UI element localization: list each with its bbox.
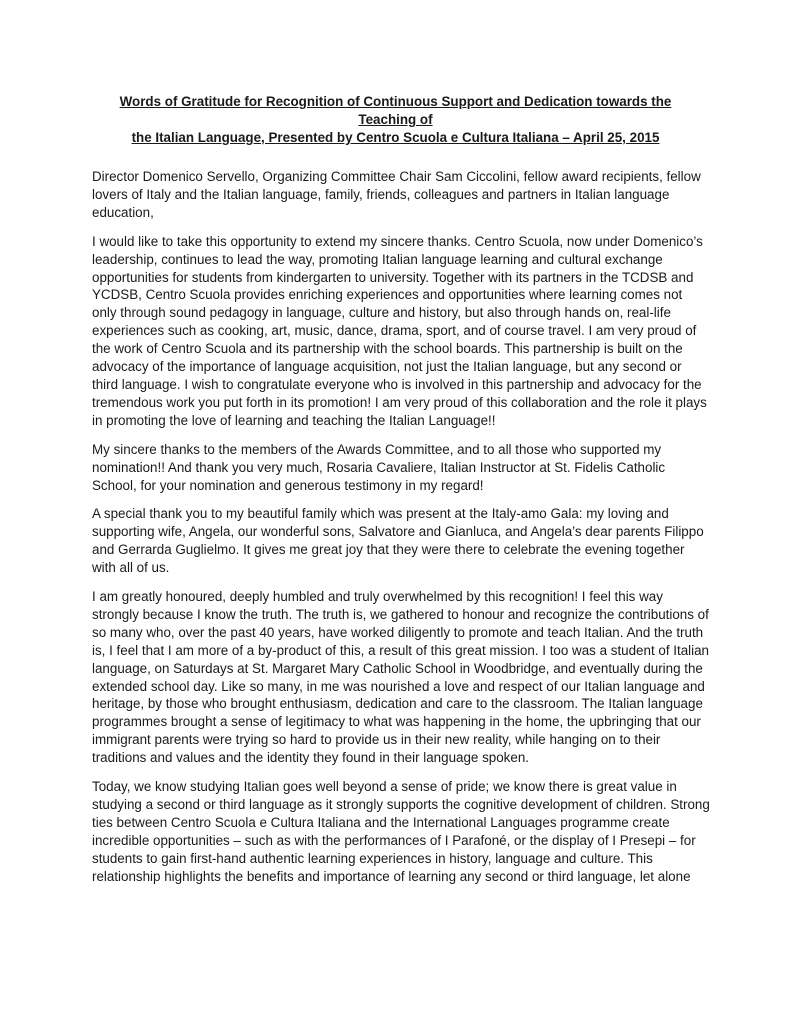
document-title [92, 93, 699, 147]
paragraph-honoured: I am greatly honoured, deeply humbled and truly overwhelmed by this recognition! I feel this way strongly because I know the truth. The truth is, we gathered to honour and recognize the contributions of so many who, over the past 40 years, have worked diligently to promote and teach Italian. And the truth is, I feel that I am more of a by-product of this, a result of this great mission. I too was a student of Italian language, on Saturdays at St. Margaret Mary Catholic School in Woodbridge, and eventually during the extended school day. Like so many, in me was nourished a love and respect of our Italian language and heritage, by those who brought enthusiasm, dedication and care to the classroom. The Italian language programmes brought a sense of legitimacy to what was happening in the home, the upbringing that our immigrant parents were trying so hard to provide us in their new reality, while hanging on to their traditions and values and the identity they found in their language spoken. [92, 589, 710, 766]
document-body [92, 168, 710, 897]
title-line-2: the Italian Language, Presented by Centro Scuola e Cultura Italiana – April 25, 2015 [131, 130, 660, 145]
paragraph-awards-committee: My sincere thanks to the members of the Awards Committee, and to all those who supported my nomination!! And thank you very much, Rosaria Cavaliere, Italian Instructor at St. Fidelis Catholic School, for your nomination and generous testimony in my regard! [92, 441, 666, 493]
paragraph-thanks-centro-scuola: I would like to take this opportunity to extend my sincere thanks. Centro Scuola, now under Domenico’s leadership, continues to lead the way, promoting Italian language learning and cultural exchange opportunities for students from kindergarten to university. Together with its partners in the TCDSB and YCDSB, Centro Scuola provides enriching experiences and opportunities where learning comes not only through sound pedagogy in language, culture and history, but also through hands on, real-life experiences such as cooking, art, music, dance, drama, sport, and of course travel. I am very proud of the work of Centro Scuola and its partnership with the school boards. This partnership is built on the advocacy of the importance of language acquisition, not just the Italian language, but any second or third language. I wish to congratulate everyone who is involved in this partnership and advocacy for the tremendous work you put forth in its promotion! I am very proud of this collaboration and the role it plays in promoting the love of learning and teaching the Italian Language!! [92, 233, 707, 428]
paragraph-today: Today, we know studying Italian goes well beyond a sense of pride; we know there is great value in studying a second or third language as it strongly supports the cognitive development of children. Strong ties between Centro Scuola e Cultura Italiana and the International Languages programme create incredible opportunities – such as with the performances of I Parafoné, or the display of I Presepi – for students to gain first-hand authentic learning experiences in history, language and culture. This relationship highlights the benefits and importance of learning any second or third language, let alone [92, 779, 710, 884]
paragraph-greeting: Director Domenico Servello, Organizing Committee Chair Sam Ciccolini, fellow award recipients, fellow lovers of Italy and the Italian language, family, friends, colleagues and partners in Italian language education, [92, 169, 701, 220]
title-line-1: Words of Gratitude for Recognition of Continuous Support and Dedication towards the Teaching of [119, 94, 672, 127]
paragraph-family: A special thank you to my beautiful family which was present at the Italy-amo Gala: my loving and supporting wife, Angela, our wonderful sons, Salvatore and Gianluca, and Angela’s dear parents Filippo and Gerrarda Guglielmo. It gives me great joy that they were there to celebrate the evening together with all of us. [92, 506, 704, 576]
